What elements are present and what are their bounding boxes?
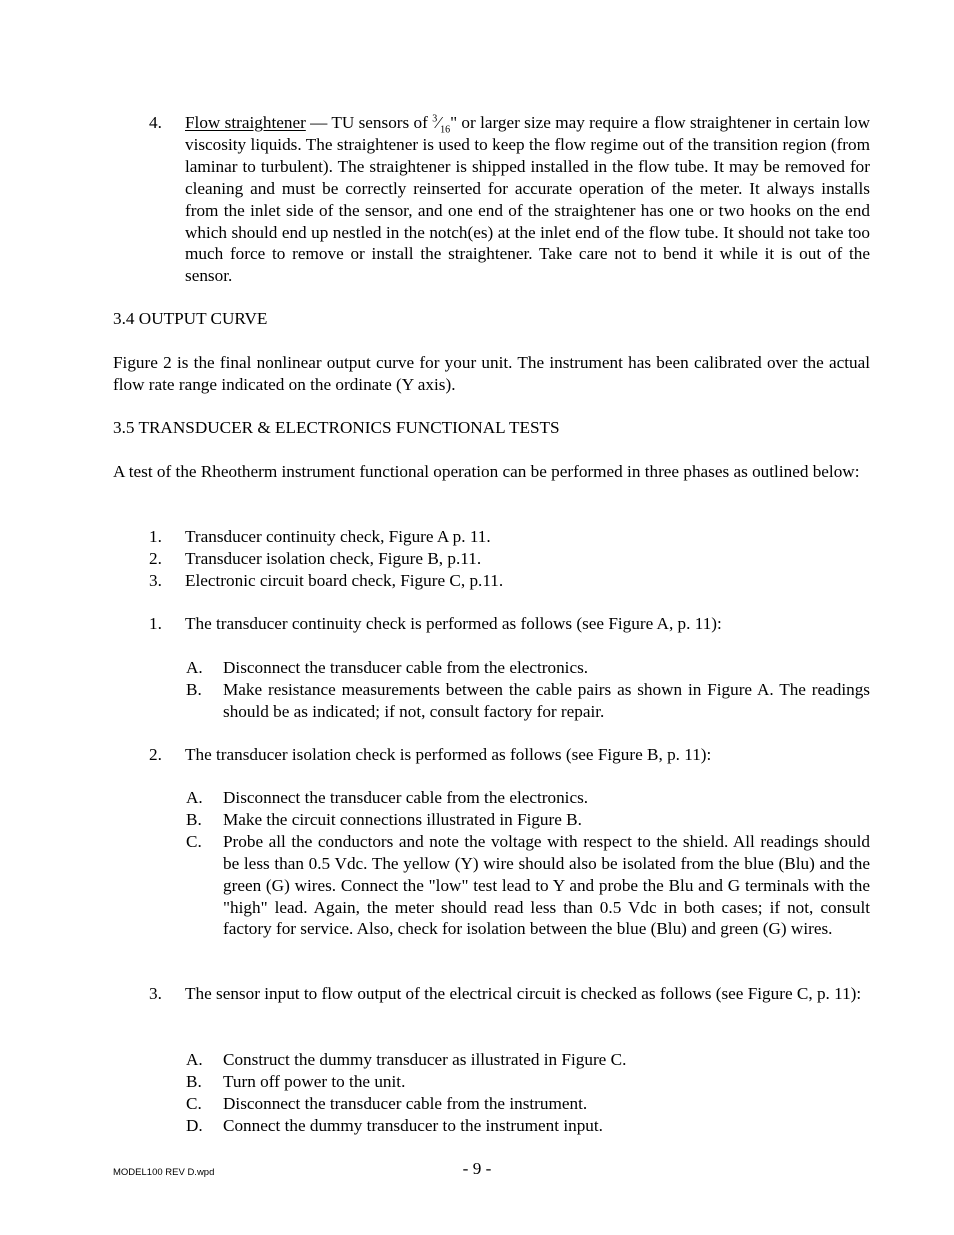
step-text: Connect the dummy transducer to the instrument input.	[223, 1115, 603, 1135]
item-4-body: " or larger size may require a flow straightener in certain low viscosity liquids. The straightener is used to keep the flow regime out of the transition region (from laminar to turbulent). The straightener is shipped installed in the flow tube. It may be removed for cleaning and must be correctly reinserted for accurate operation of the meter. It always installs from the inlet side of the sensor, and one end of the straightener has one or two hooks on the end which should end up nestled in the notch(es) at the inlet end of the flow tube. It should not take too much force to remove or install the straightener. Take care not to bend it while it is out of the sensor.	[185, 113, 870, 286]
phase-text: Electronic circuit board check, Figure C, p.11.	[185, 570, 504, 590]
list-item	[149, 570, 870, 592]
list-item	[149, 526, 870, 548]
check-2-steps	[186, 787, 870, 940]
step-text: Disconnect the transducer cable from the instrument.	[223, 1093, 588, 1113]
check-2-text: The transducer isolation check is performed as follows (see Figure B, p. 11):	[185, 745, 712, 764]
step-letter: D.	[186, 1115, 203, 1135]
fraction-numerator: 3	[432, 113, 438, 125]
page-number: - 9 -	[462, 1159, 492, 1178]
phase-number: 2.	[149, 548, 162, 568]
list-item	[149, 548, 870, 570]
list-item	[186, 787, 870, 809]
section-3-4-heading: 3.4 OUTPUT CURVE	[113, 309, 268, 328]
check-2-number: 2.	[149, 745, 162, 764]
step-text: Make the circuit connections illustrated in Figure B.	[223, 809, 582, 829]
section-3-5-paragraph: A test of the Rheotherm instrument functional operation can be performed in three phases as outlined below:	[113, 462, 860, 481]
item-4-text: Flow straightener — TU sensors of $^3⁄_{16}$" or larger size may require a flow straightener in certain low viscosity liquids. The straightener is used to keep the flow regime out of the transition region (from laminar to turbulent). The straightener is shipped installed in the flow tube. It may be removed for cleaning and must be correctly reinserted for accurate operation of the meter. It always installs from the inlet side of the sensor, and one end of the straightener has one or two hooks on the end which should end up nestled in the notch(es) at the inlet end of the flow tube. It should not take too much force to remove or install the straightener. Take care not to bend it while it is out of the sensor.	[185, 113, 870, 286]
list-item	[186, 809, 870, 831]
step-text: Construct the dummy transducer as illustrated in Figure C.	[223, 1050, 627, 1069]
step-letter: A.	[186, 1050, 203, 1069]
list-item	[186, 1049, 870, 1071]
list-item	[186, 1071, 870, 1093]
check-1-steps	[186, 657, 870, 723]
check-3	[149, 983, 870, 1005]
phase-number: 1.	[149, 527, 162, 546]
list-item	[186, 1093, 870, 1115]
phase-list	[149, 526, 870, 592]
step-text: Turn off power to the unit.	[223, 1071, 406, 1091]
check-3-text: The sensor input to flow output of the electrical circuit is checked as follows (see Figure C, p. 11):	[185, 984, 862, 1003]
check-1	[149, 613, 870, 635]
phase-number: 3.	[149, 570, 162, 590]
section-3-5-heading: 3.5 TRANSDUCER & ELECTRONICS FUNCTIONAL TESTS	[113, 418, 560, 437]
check-2	[149, 744, 870, 766]
list-item	[186, 1115, 870, 1137]
step-letter: B.	[186, 1071, 202, 1091]
section-3-4-paragraph: Figure 2 is the final nonlinear output curve for your unit. The instrument has been calibrated over the actual flow rate range indicated on the ordinate (Y axis).	[113, 353, 870, 394]
item-4	[149, 112, 870, 287]
step-letter: B.	[186, 679, 202, 699]
phase-text: Transducer isolation check, Figure B, p.11.	[185, 548, 482, 568]
footer-filename: MODEL100 REV D.wpd	[113, 1167, 215, 1178]
check-1-number: 1.	[149, 614, 162, 633]
fraction-denominator: 16	[440, 124, 451, 136]
step-text: Disconnect the transducer cable from the electronics.	[223, 658, 589, 677]
phase-text: Transducer continuity check, Figure A p. 11.	[185, 527, 491, 546]
check-3-number: 3.	[149, 984, 162, 1003]
step-text: Make resistance measurements between the cable pairs as shown in Figure A. The readings should be as indicated; if not, consult factory for repair.	[223, 679, 870, 721]
step-text: Probe all the conductors and note the voltage with respect to the shield. All readings should be less than 0.5 Vdc. The yellow (Y) wire should also be isolated from the blue (Blu) and the green (G) wires. Connect the "low" test lead to Y and probe the Blu and G terminals with the "high" lead. Again, the meter should read less than 0.5 Vdc in both cases; if not, consult factory for service. Also, check for isolation between the blue (Blu) and green (G) wires.	[223, 831, 870, 939]
step-letter: A.	[186, 788, 203, 807]
step-letter: B.	[186, 809, 202, 829]
list-item	[186, 831, 870, 941]
step-text: Disconnect the transducer cable from the electronics.	[223, 788, 589, 807]
check-1-text: The transducer continuity check is performed as follows (see Figure A, p. 11):	[185, 614, 722, 633]
item-4-number: 4.	[149, 113, 162, 132]
list-item	[186, 679, 870, 723]
step-letter: C.	[186, 1093, 202, 1113]
step-letter: C.	[186, 831, 202, 851]
step-letter: A.	[186, 658, 203, 677]
flow-straightener-term: Flow straightener	[185, 113, 306, 132]
item-4-dash: — TU sensors of	[305, 113, 433, 132]
check-3-steps	[186, 1049, 870, 1137]
list-item	[186, 657, 870, 679]
